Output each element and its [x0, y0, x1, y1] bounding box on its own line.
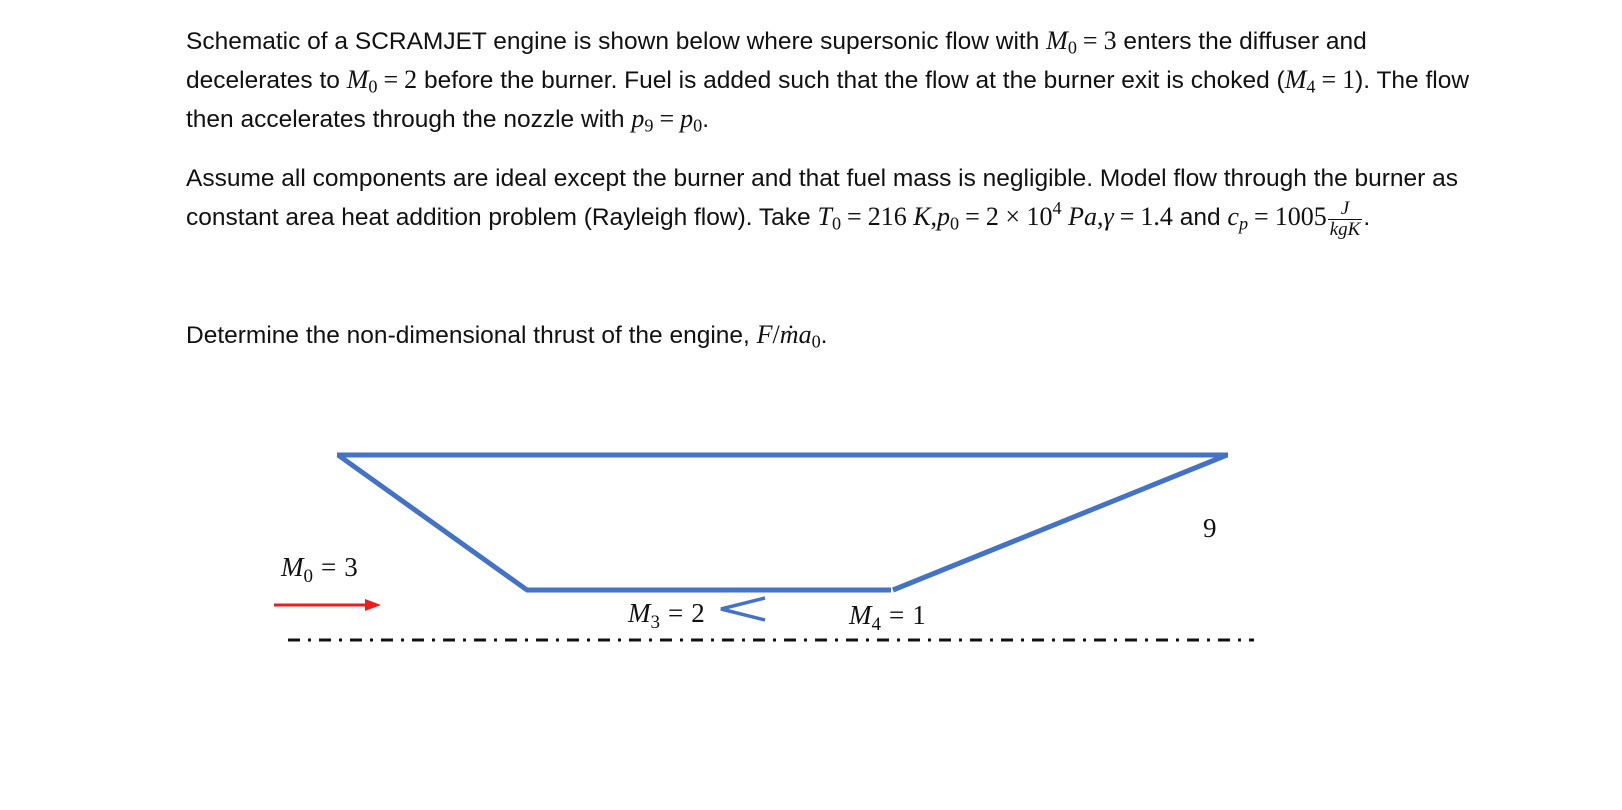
specific-heat-value: 1005	[1274, 202, 1327, 231]
pressure-symbol: p	[631, 104, 645, 133]
p3-text-2: .	[820, 322, 828, 349]
mach-symbol: M	[1284, 65, 1307, 94]
flow-arrow	[274, 599, 381, 611]
p1-text-2: enters the diffuser and decelerates to	[186, 28, 1367, 94]
inlet-mach-label	[280, 552, 358, 587]
sound-speed-subscript: 0	[811, 331, 821, 352]
p1-text-3: before the burner. Fuel is added such that the flow at the burner exit is choked (	[417, 67, 1285, 94]
pressure-subscript: 0	[950, 213, 960, 234]
mach-value: 2	[404, 65, 418, 94]
pressure-symbol: p	[680, 104, 694, 133]
equals-sign: =	[1119, 202, 1135, 231]
diffuser-ramp	[338, 455, 527, 590]
pressure-subscript: 0	[693, 115, 703, 136]
mach-value: 3	[1103, 26, 1117, 55]
equals-sign: =	[1321, 65, 1337, 94]
mach-symbol: M	[1046, 26, 1068, 55]
sound-speed-symbol: a	[798, 320, 812, 349]
p2-text-2: and	[1172, 204, 1228, 231]
temperature-subscript: 0	[831, 213, 842, 234]
inlet-mach-value: 3	[344, 552, 358, 582]
temperature-value: 216	[867, 202, 907, 231]
station-4-equals-sign: =	[889, 600, 905, 630]
station-4-mach-subscript: 4	[871, 614, 881, 635]
nozzle-ramp	[893, 455, 1227, 590]
inlet-equals-sign: =	[321, 552, 337, 582]
unit-numerator: J	[1328, 199, 1363, 220]
pressure-subscript: 9	[644, 115, 654, 136]
pressure-symbol: p	[937, 202, 951, 231]
mach-subscript: 4	[1306, 76, 1316, 97]
mach-symbol: M	[346, 65, 369, 94]
station-3-mach-value: 2	[691, 598, 705, 628]
equals-sign: =	[847, 202, 862, 231]
p2-text-1: Assume all components are ideal except the burner and that fuel mass is negligible. Model flow through the burner as constant area heat addition problem (Rayleigh flow). Take	[186, 165, 1459, 231]
separator: ,	[1096, 202, 1104, 231]
station-4-mach-label	[848, 600, 926, 635]
mass-flow-symbol: ṁ	[779, 320, 799, 349]
specific-heat-symbol: c	[1227, 202, 1239, 231]
p3-text-1: Determine the non-dimensional thrust of the engine,	[186, 322, 757, 349]
station-4-mach-value: 1	[912, 600, 926, 630]
station-3-mach-symbol: M	[628, 598, 651, 628]
flame-holder-chevron	[721, 598, 765, 620]
flow-arrow-head	[365, 599, 381, 611]
temperature-unit: K	[913, 202, 931, 231]
mach-subscript: 0	[368, 76, 378, 97]
pressure-unit: Pa	[1068, 202, 1097, 231]
temperature-symbol: T	[817, 202, 832, 231]
station-3-equals-sign: =	[668, 598, 684, 628]
specific-heat-subscript: p	[1238, 213, 1249, 234]
equals-sign: =	[965, 202, 980, 231]
mach-value: 1	[1342, 65, 1356, 94]
engine-wall-outline	[337, 455, 1228, 620]
station-3-mach-label	[627, 598, 705, 633]
gamma-symbol: γ	[1103, 202, 1114, 231]
p1-text-5: .	[702, 106, 710, 133]
inlet-mach-subscript: 0	[303, 566, 313, 587]
station-9-label: 9	[1203, 513, 1217, 543]
inlet-mach-symbol: M	[281, 552, 304, 582]
station-4-mach-symbol: M	[849, 600, 872, 630]
thrust-symbol: F	[756, 320, 773, 349]
equals-sign: =	[383, 65, 399, 94]
separator: ,	[930, 202, 938, 231]
pressure-coefficient: 2 × 10	[985, 202, 1053, 231]
p1-text-4: ). The flow then accelerates through the nozzle with	[186, 67, 1470, 133]
equals-sign: =	[1082, 26, 1098, 55]
equals-sign: =	[659, 104, 675, 133]
pressure-exponent: 4	[1052, 198, 1062, 219]
mach-subscript: 0	[1067, 37, 1077, 58]
unit-denominator: kgK	[1329, 219, 1361, 241]
p1-text-1: Schematic of a SCRAMJET engine is shown below where supersonic flow with	[186, 28, 1047, 55]
station-3-mach-subscript: 3	[650, 612, 660, 633]
p2-text-3: .	[1363, 204, 1371, 231]
gamma-value: 1.4	[1140, 202, 1173, 231]
division-slash: /	[772, 320, 780, 349]
equals-sign: =	[1254, 202, 1269, 231]
